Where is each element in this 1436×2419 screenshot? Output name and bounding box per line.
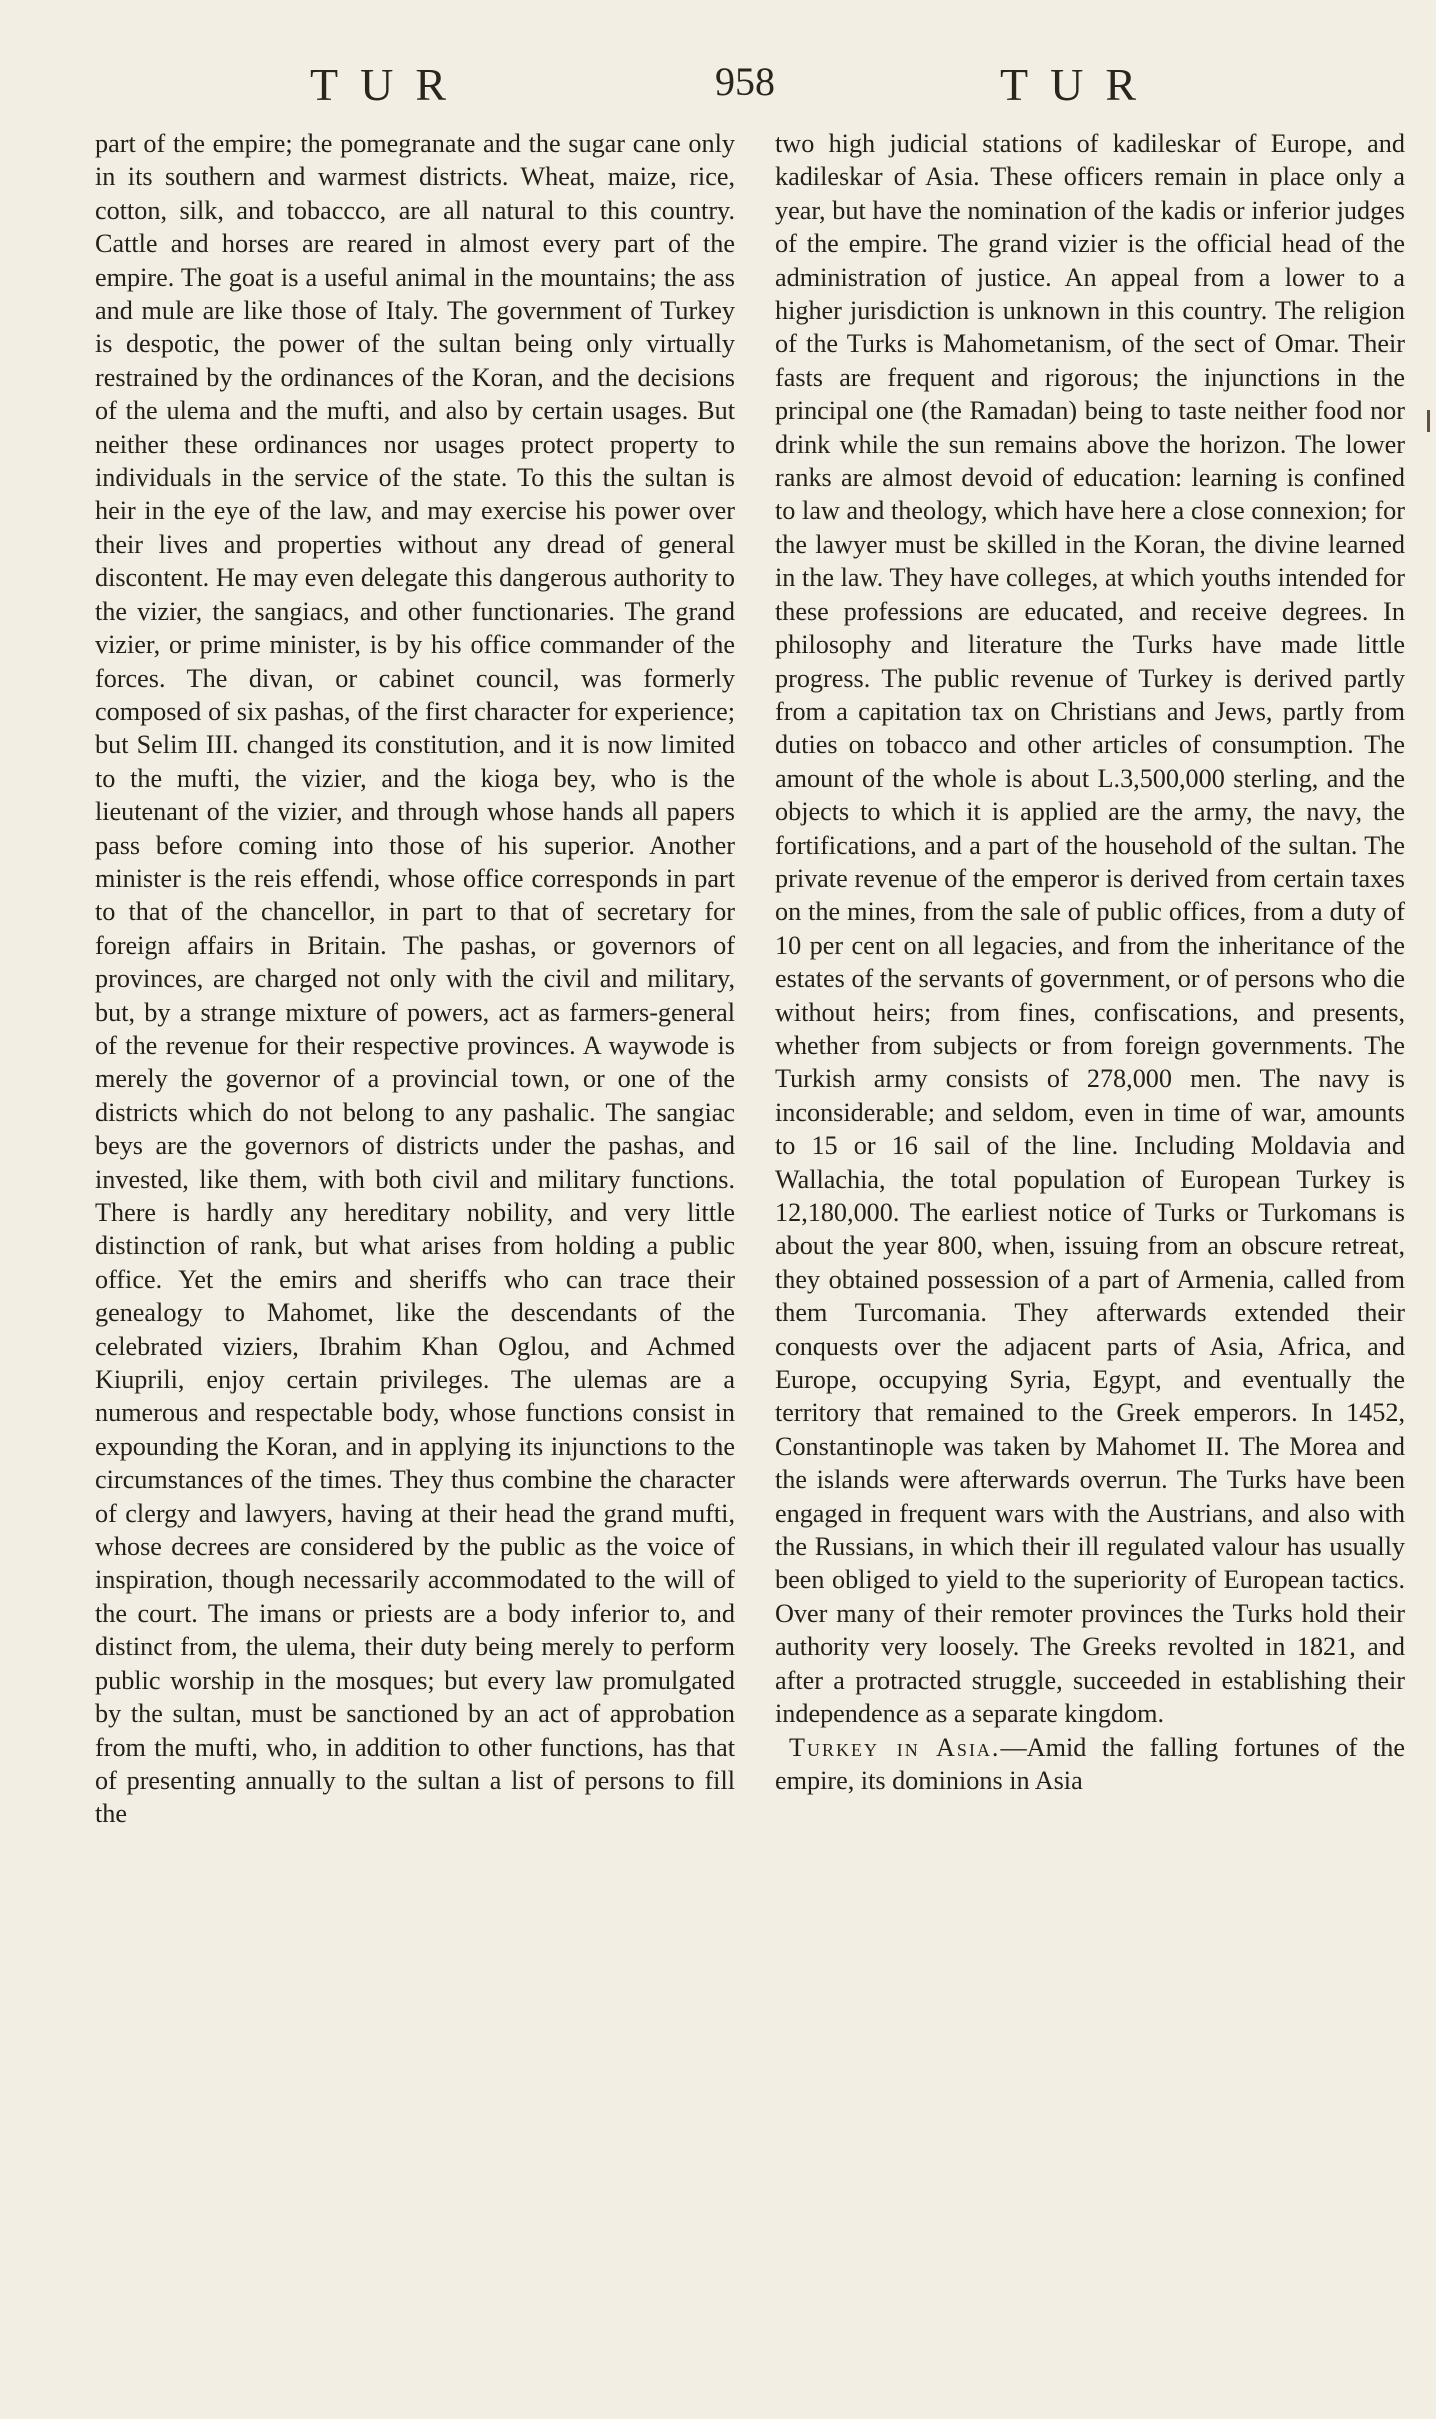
running-head-left: TUR — [310, 59, 468, 110]
right-column-text: two high judicial stations of kadileskar of Europe, and kadileskar of Asia. These officers remain in place only a year, but have the nomination of the kadis or inferior judges of the empire. The grand vizier is the official head of the administration of justice. An appeal from a lower to a higher jurisdiction is unknown in this country. The religion of the Turks is Mahometanism, of the sect of Omar. Their fasts are frequent and rigorous; the injunctions in the principal one (the Ramadan) being to taste neither food nor drink while the sun remains above the horizon. The lower ranks are almost devoid of education: learning is confined to law and theology, which have here a close connexion; for the lawyer must be skilled in the Koran, the divine learned in the law. They have colleges, at which youths intended for these professions are educated, and receive degrees. In philosophy and literature the Turks have made little progress. The public revenue of Turkey is derived partly from a capitation tax on Christians and Jews, partly from duties on tobacco and other articles of consumption. The amount of the whole is about L.3,500,000 sterling, and the objects to which it is applied are the army, the navy, the fortifications, and a part of the household of the sultan. The private revenue of the emperor is derived from certain taxes on the mines, from the sale of public offices, from a duty of 10 per cent on all legacies, and from the inheritance of the estates of the servants of government, or of persons who die without heirs; from fines, confiscations, and presents, whether from subjects or from foreign governments. The Turkish army consists of 278,000 men. The navy is inconsiderable; and seldom, even in time of war, amounts to 15 or 16 sail of the line. Including Moldavia and Wallachia, the total population of European Turkey is 12,180,000. The earliest notice of Turks or Turkomans is about the year 800, when, issuing from an obscure retreat, they obtained possession of a part of Armenia, called from them Turcomania. They afterwards extended their conquests over the adjacent parts of Asia, Africa, and Europe, occupying Syria, Egypt, and eventually the territory that remained to the Greek emperors. In 1452, Constantinople was taken by Mahomet II. The Morea and the islands were afterwards overrun. The Turks have been engaged in frequent wars with the Austrians, and also with the Russians, in which their ill regulated valour has usually been obliged to yield to the superiority of European tactics. Over many of their remoter provinces the Turks hold their authority very loosely. The Greeks revolted in 1821, and after a protracted struggle, succeeded in establishing their independence as a separate kingdom. — [775, 129, 1405, 1729]
page-number: 958 — [715, 59, 775, 104]
section-paragraph — [775, 1731, 1405, 1798]
left-column — [95, 127, 735, 1831]
section-heading: Turkey in Asia. — [789, 1732, 1001, 1762]
right-column — [775, 127, 1405, 1797]
running-head-right: TUR — [1000, 59, 1158, 110]
left-column-text: part of the empire; the pomegranate and the sugar cane only in its southern and warmest districts. Wheat, maize, rice, cotton, silk, and tobaccco, are all natural to this country. Cattle and horses are reared in almost every part of the empire. The goat is a useful animal in the mountains; the ass and mule are like those of Italy. The government of Turkey is despotic, the power of the sultan being only virtually restrained by the ordinances of the Koran, and the decisions of the ulema and the mufti, and also by certain usages. But neither these ordinances nor usages protect property to individuals in the service of the state. To this the sultan is heir in the eye of the law, and may exercise his power over their lives and properties without any dread of general discontent. He may even delegate this dangerous authority to the vizier, the sangiacs, and other functionaries. The grand vizier, or prime minister, is by his office commander of the forces. The divan, or cabinet council, was formerly composed of six pashas, of the first character for experience; but Selim III. changed its constitution, and it is now limited to the mufti, the vizier, and the kioga bey, who is the lieutenant of the vizier, and through whose hands all papers pass before coming into those of his superior. Another minister is the reis effendi, whose office corresponds in part to that of the chancellor, in part to that of secretary for foreign affairs in Britain. The pashas, or governors of provinces, are charged not only with the civil and military, but, by a strange mixture of powers, act as farmers-general of the revenue for their respective provinces. A waywode is merely the governor of a provincial town, or one of the districts which do not belong to any pashalic. The sangiac beys are the governors of districts under the pashas, and invested, like them, with both civil and military functions. There is hardly any hereditary nobility, and very little distinction of rank, but what arises from holding a public office. Yet the emirs and sheriffs who can trace their genealogy to Mahomet, like the descendants of the celebrated viziers, Ibrahim Khan Oglou, and Achmed Kiuprili, enjoy certain privileges. The ulemas are a numerous and respectable body, whose functions consist in expounding the Koran, and in applying its injunctions to the circumstances of the times. They thus combine the character of clergy and lawyers, having at their head the grand mufti, whose decrees are considered by the public as the voice of inspiration, though necessarily accommodated to the will of the court. The imans or priests are a body inferior to, and distinct from, the ulema, their duty being merely to perform public worship in the mosques; but every law promulgated by the sultan, must be sanctioned by an act of approbation from the mufti, who, in addition to other functions, has that of presenting annually to the sultan a list of persons to fill the — [95, 129, 735, 1829]
running-head — [0, 58, 1436, 118]
section-text: —Amid the falling fortunes of the empire, its dominions in Asia — [775, 1732, 1405, 1795]
margin-mark — [1427, 410, 1430, 432]
